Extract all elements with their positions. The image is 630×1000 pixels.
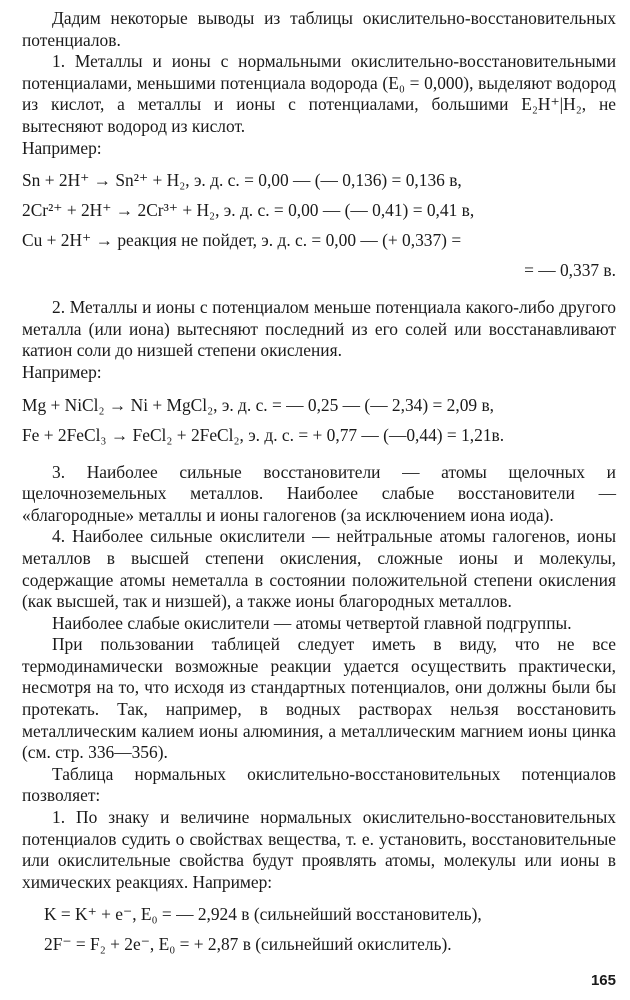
example-label: Например: <box>22 137 102 158</box>
paragraph-table-allows: Таблица нормальных окислительно-восстановительных потенциалов позволяет: <box>22 763 616 806</box>
page-content <box>22 8 616 959</box>
equation-k: K = K⁺ + e⁻, E₀ = — 2,924 в (сильнейший восстановитель), <box>44 904 482 925</box>
equation-cr: 2Cr²⁺ + 2H⁺ → 2Cr³⁺ + H₂, э. д. с. = 0,00 — (— 0,41) = 0,41 в, <box>22 200 475 221</box>
paragraph-weak-oxidizers: Наиболее слабые окислители — атомы четвертой главной подгруппы. <box>52 612 572 633</box>
page-number: 165 <box>590 972 616 989</box>
paragraph-item-1: 1. По знаку и величине нормальных окислительно-восстановительных потенциалов судить о свойствах вещества, т. е. установить, восстановительные или окислительные свойства будут проявлять атомы, молекулы или ионы в химических реакциях. Например: <box>22 807 616 892</box>
paragraph-table-usage: При пользовании таблицей следует иметь в виду, что не все термодинамически возможные реакции удается осуществить практически, несмотря на то, что исходя из стандартных потенциалов, они должны были бы протекать. Так, например, в водных растворах нельзя восстановить металлическим калием ионы алюминия, а металлическим магнием ионы цинка (см. стр. 336—356). <box>22 634 616 763</box>
paragraph-intro: Дадим некоторые выводы из таблицы окислительно-восстановительных потенциалов. <box>22 8 616 50</box>
equation-mg: Mg + NiCl₂ → Ni + MgCl₂, э. д. с. = — 0,25 — (— 2,34) = 2,09 в, <box>22 394 495 415</box>
paragraph-rule-4: 4. Наиболее сильные окислители — нейтральные атомы галогенов, ионы металлов в высшей степени окисления, сложные ионы и молекулы, содержащие атомы неметалла в состоянии положительной степени окисления (как высшей, так и низшей), а также ионы благородных металлов. <box>22 526 616 612</box>
paragraph-rule-2: 2. Металлы и ионы с потенциалом меньше потенциала какого-либо другого металла (или иона) вытесняют последний из его солей или восстанавливают катион соли до низшей степени окисления. <box>22 297 616 361</box>
paragraph-rule-1: 1. Металлы и ионы с нормальными окислительно-восстановительными потенциалами, меньшими потенциала водорода (E₀ = 0,000), выделяют водород из кислот, а металлы и ионы с потенциалами, большими E₂H⁺|H₂, не вытесняют водород из кислот. <box>22 51 616 136</box>
equation-cu: Cu + 2H⁺ → реакция не пойдет, э. д. с. = 0,00 — (+ 0,337) = <box>22 230 462 251</box>
paragraph-rule-3: 3. Наиболее сильные восстановители — атомы щелочных и щелочноземельных металлов. Наиболее слабые восстановители — «благородные» металлы и ионы галогенов (за исключением иона иода). <box>22 461 616 525</box>
equation-sn: Sn + 2H⁺ → Sn²⁺ + H₂, э. д. с. = 0,00 — (— 0,136) = 0,136 в, <box>22 170 462 191</box>
equation-cu-result: = — 0,337 в. <box>524 260 616 281</box>
example-label: Например: <box>22 361 102 382</box>
equation-fe: Fe + 2FeCl₃ → FeCl₂ + 2FeCl₂, э. д. с. = + 0,77 — (—0,44) = 1,21в. <box>22 424 505 445</box>
equation-f: 2F⁻ = F₂ + 2e⁻, E₀ = + 2,87 в (сильнейший окислитель). <box>44 934 452 955</box>
